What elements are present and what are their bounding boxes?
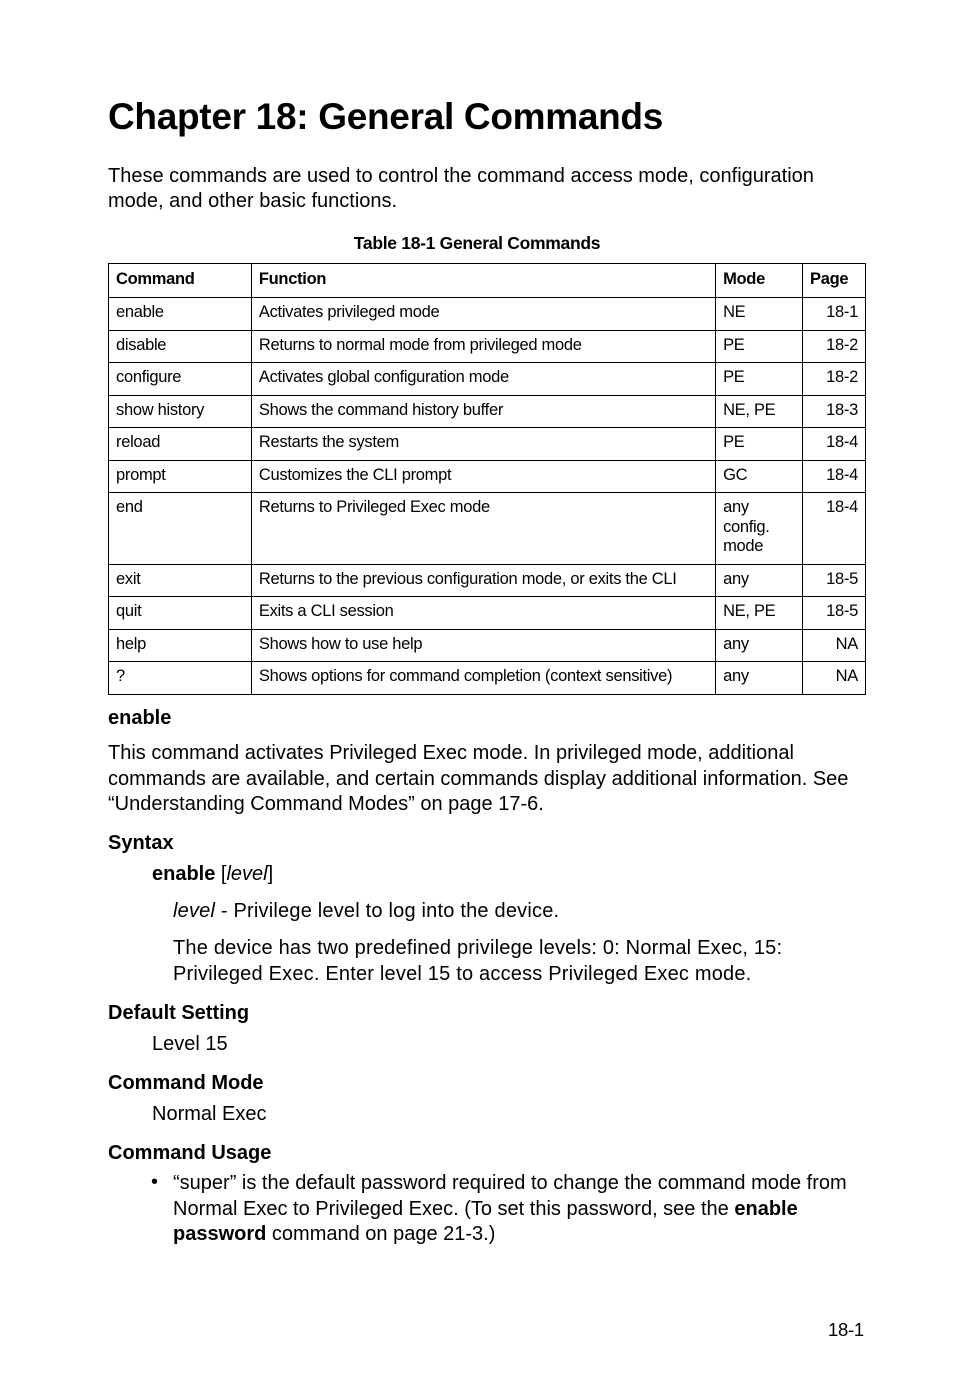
syntax-command: enable [152, 863, 216, 885]
header-command: Command [109, 264, 252, 298]
usage-text-part-2: command on page 21-3.) [266, 1223, 496, 1245]
usage-text [173, 1171, 873, 1248]
header-function: Function [251, 264, 715, 298]
general-commands-table [108, 263, 866, 695]
cell-page: 18-4 [803, 493, 866, 565]
cell-mode: any config. mode [716, 493, 803, 565]
page-number: 18-1 [828, 1319, 864, 1340]
syntax-line [152, 862, 273, 888]
table-row [109, 493, 866, 565]
parameter-description: - Privilege level to log into the device. [215, 900, 560, 922]
cell-command: end [109, 493, 252, 565]
chapter-title: Chapter 18: General Commands [108, 96, 663, 137]
cell-page: 18-5 [803, 564, 866, 597]
cell-function: Returns to normal mode from privileged mode [251, 330, 715, 363]
default-setting-heading: Default Setting [108, 1002, 250, 1024]
enable-description: This command activates Privileged Exec mode. In privileged mode, additional commands are available, and certain commands display additional information. See “Understanding Command Modes” on page 17-6. [108, 742, 849, 815]
cell-function: Shows the command history buffer [251, 395, 715, 428]
cell-page: 18-2 [803, 330, 866, 363]
syntax-close-bracket: ] [267, 863, 274, 885]
syntax-parameter: level [226, 863, 268, 885]
default-setting-value: Level 15 [152, 1033, 228, 1055]
cell-command: disable [109, 330, 252, 363]
table-row [109, 330, 866, 363]
table-row [109, 629, 866, 662]
cell-page: 18-4 [803, 428, 866, 461]
cell-function: Customizes the CLI prompt [251, 460, 715, 493]
cell-function: Shows how to use help [251, 629, 715, 662]
cell-command: show history [109, 395, 252, 428]
table-row [109, 460, 866, 493]
cell-mode: NE, PE [716, 395, 803, 428]
table-row [109, 298, 866, 331]
cell-mode: PE [716, 428, 803, 461]
cell-mode: GC [716, 460, 803, 493]
cell-mode: PE [716, 363, 803, 396]
usage-text-part-1: “super” is the default password required to change the command mode from Normal Exec to Privileged Exec. (To set this password, see the [173, 1172, 847, 1220]
cell-command: reload [109, 428, 252, 461]
cell-function: Activates global configuration mode [251, 363, 715, 396]
table-row [109, 597, 866, 630]
table-row [109, 395, 866, 428]
cell-command: help [109, 629, 252, 662]
parameter-note: The device has two predefined privilege levels: 0: Normal Exec, 15: Privileged Exec. Enter level 15 to access Privileged Exec mode. [173, 937, 783, 985]
usage-bullet: • [151, 1171, 159, 1193]
cell-mode: NE, PE [716, 597, 803, 630]
cell-page: NA [803, 662, 866, 695]
cell-function: Exits a CLI session [251, 597, 715, 630]
cell-mode: any [716, 564, 803, 597]
cell-page: 18-2 [803, 363, 866, 396]
command-mode-heading: Command Mode [108, 1072, 264, 1094]
cell-command: prompt [109, 460, 252, 493]
cell-function: Returns to the previous configuration mode, or exits the CLI [251, 564, 715, 597]
cell-command: ? [109, 662, 252, 695]
cell-mode: PE [716, 330, 803, 363]
cell-function: Activates privileged mode [251, 298, 715, 331]
command-usage-heading: Command Usage [108, 1142, 272, 1164]
cell-function: Restarts the system [251, 428, 715, 461]
cell-page: 18-5 [803, 597, 866, 630]
header-mode: Mode [716, 264, 803, 298]
cell-command: exit [109, 564, 252, 597]
cell-command: configure [109, 363, 252, 396]
cell-page: 18-3 [803, 395, 866, 428]
syntax-heading: Syntax [108, 832, 174, 854]
command-mode-value: Normal Exec [152, 1103, 267, 1125]
cell-command: enable [109, 298, 252, 331]
table-row [109, 363, 866, 396]
cell-mode: any [716, 662, 803, 695]
cell-page: NA [803, 629, 866, 662]
table-row [109, 428, 866, 461]
usage-bold-command: enable password [173, 1197, 798, 1245]
cell-mode: NE [716, 298, 803, 331]
syntax-open-bracket: [ [215, 863, 227, 885]
cell-command: quit [109, 597, 252, 630]
table-row [109, 564, 866, 597]
table-row [109, 662, 866, 695]
cell-mode: any [716, 629, 803, 662]
cell-function: Returns to Privileged Exec mode [251, 493, 715, 565]
cell-page: 18-1 [803, 298, 866, 331]
intro-paragraph: These commands are used to control the command access mode, configuration mode, and other basic functions. [108, 165, 814, 212]
parameter-name: level [173, 900, 216, 922]
header-page: Page [803, 264, 866, 298]
table-caption: Table 18-1 General Commands [353, 233, 601, 253]
section-heading-enable: enable [108, 707, 172, 729]
table-header-row [109, 264, 866, 298]
cell-function: Shows options for command completion (context sensitive) [251, 662, 715, 695]
cell-page: 18-4 [803, 460, 866, 493]
parameter-line [173, 899, 559, 925]
